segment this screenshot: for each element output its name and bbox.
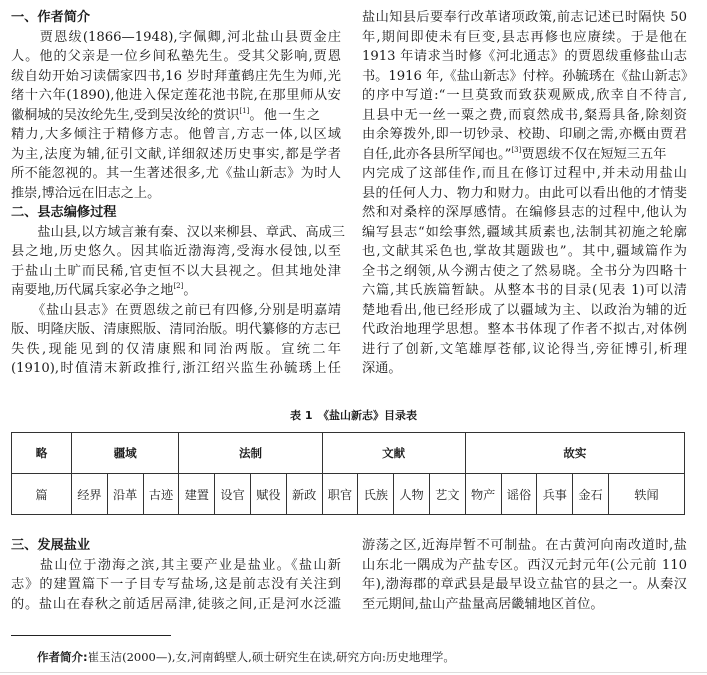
paragraph-line: 全书之纲领,从今溯古使之了然易晓。全书分为四略十 <box>362 263 687 279</box>
table-cell: 赋役 <box>250 474 286 515</box>
paragraph-line: 盐山位于渤海之滨,其主要产业是盐业。《盐山新 <box>11 557 341 573</box>
line-text: 贾恩绂不仅在短短三五年 <box>521 146 667 162</box>
header-cell-fazhi: 法制 <box>179 433 322 474</box>
line-text: 。 <box>183 283 197 298</box>
line-text: 。他一生之 <box>249 107 322 123</box>
paragraph-line: 盐山知县后要奉行改革诸项政策,前志记述已时隔快 50 <box>362 10 687 25</box>
citation-ref-2[interactable]: [2] <box>173 282 184 290</box>
header-cell-jiangyu: 疆域 <box>72 433 179 474</box>
footnote-text: 崔玉洁(2000—),女,河南鹤壁人,硕士研究生在读,研究方向:历史地理学。 <box>87 650 455 664</box>
paragraph-line: 楚地看出,他已经形成了以疆域为主、以政治为辅的近 <box>362 302 687 318</box>
page-bottom-divider <box>0 672 707 673</box>
paragraph-line: 县的任何人力、物力和财力。由此可以看出他的才情斐 <box>362 185 687 201</box>
toc-table <box>11 432 685 515</box>
line-text: 自任,此亦各县所罕闻也。” <box>362 146 512 162</box>
table-cell: 金石 <box>573 474 609 515</box>
paragraph-line: 也,文献其采色也,掌故其题跋也”。其中,疆域篇作为 <box>362 244 687 259</box>
paragraph-line: 人。他的父亲是一位乡间私塾先生。受其父影响,贾恩 <box>11 49 341 64</box>
paragraph-line: 游荡之区,近海岸暂不可制盐。在古黄河向南改道时,盐 <box>362 538 687 553</box>
table-cell: 设官 <box>215 474 251 515</box>
paragraph-line: 盐山县,以方域言兼有秦、汉以来柳县、章武、高成三 <box>11 224 345 240</box>
table-header-row <box>12 433 685 474</box>
paragraph-line: 的序中写道:“一旦莫致而致获观厥成,欣幸自不待言, <box>362 88 687 103</box>
row-label-pian: 篇 <box>12 474 72 515</box>
paragraph-line: 书。1916 年,《盐山新志》付梓。孙毓琇在《盐山新志》 <box>362 68 695 84</box>
table-cell: 古迹 <box>143 474 179 515</box>
footnote-divider <box>11 635 171 636</box>
paragraph-line: 贾恩绂(1866—1948),字佩卿,河北盐山县贾金庄 <box>11 29 341 45</box>
citation-ref-3[interactable]: [3] <box>511 145 522 154</box>
paragraph-line: 由余筹拨外,即一切钞录、校勘、印刷之需,亦概由贾君 <box>362 127 687 142</box>
paragraph-line: 六篇,其氏族篇暂缺。从整本书的目录(见表 1)可以清 <box>362 283 687 298</box>
paragraph-line: 内完成了这部佳作,而且在修订过程中,并未动用盐山 <box>362 166 687 181</box>
paragraph-line: 然和对桑梓的深厚感情。在编修县志的过程中,他认为 <box>362 205 687 220</box>
author-footnote <box>37 649 455 665</box>
table-cell: 经界 <box>72 474 108 515</box>
footnote-label: 作者简介: <box>37 650 88 664</box>
citation-ref-1[interactable]: [1] <box>239 106 250 115</box>
paragraph-line: 山东北一隅成为产盐专区。西汉元封元年(公元前 110 <box>362 557 687 573</box>
paragraph-line: 失佚,现能见到的仅清康熙和同治两版。宣统二年 <box>11 341 341 357</box>
paragraph-line <box>362 145 687 164</box>
table-row <box>12 474 685 515</box>
header-cell-gushi: 故实 <box>465 433 684 474</box>
paragraph-line: 绂自幼开始习读儒家四书,16 岁时拜董鹤庄先生为师,光 <box>11 68 341 84</box>
header-cell-lue: 略 <box>12 433 72 474</box>
paragraph-line: 且县中无一丝一粟之费,而裒然成书,粲焉具备,除刻资 <box>362 107 687 123</box>
section-heading-salt: 三、发展盐业 <box>11 538 91 553</box>
section-heading-process: 二、县志编修过程 <box>11 205 117 220</box>
paragraph-line: 绪十六年(1890),他进入保定莲花池书院,在那里师从安 <box>11 88 341 103</box>
table-cell: 新政 <box>286 474 322 515</box>
paragraph-line <box>11 106 341 125</box>
paragraph-line: 的。盐山在春秋之前适居鬲津,徒骇之间,正是河水泛滥 <box>11 596 341 612</box>
table-cell: 谣俗 <box>501 474 537 515</box>
table-caption: 表 1 《盐山新志》目录表 <box>290 409 417 422</box>
header-cell-wenxian: 文献 <box>322 433 465 474</box>
paragraph-line: 版、明隆庆版、清康熙版、清同治版。明代纂修的方志已 <box>11 322 341 337</box>
paragraph-line: (1910),时值清末新政推行,浙江绍兴监生孙毓琇上任 <box>11 361 341 376</box>
paragraph-line: 1913 年请求当时修《河北通志》的贾恩绂重修盐山志 <box>362 49 687 64</box>
paragraph-line: 志》的建置篇下一子目专写盐场,这是前志没有关注到 <box>11 577 341 592</box>
table-cell: 物产 <box>465 474 501 515</box>
paragraph-line: 代政治地理学思想。整本书体现了作者不拟古,对体例 <box>362 322 687 337</box>
paragraph-line: 《盐山县志》在贾恩绂之前已有四修,分别是明嘉靖 <box>11 302 341 318</box>
line-text: 南要地,历代属兵家必争之地 <box>11 283 174 298</box>
table-cell: 艺文 <box>429 474 465 515</box>
table-cell: 建置 <box>179 474 215 515</box>
paragraph-line: 进行了创新,文笔雄厚苍郁,议论得当,旁征博引,析理 <box>362 341 687 357</box>
paragraph-line: 至元期间,盐山产盐量高居畿辅地区首位。 <box>362 596 604 612</box>
paragraph-line: 深通。 <box>362 361 402 376</box>
paragraph-line: 年,期间即使未有巨变,县志再修也应赓续。于是他在 <box>362 29 687 45</box>
table-cell: 职官 <box>322 474 358 515</box>
table-cell: 人物 <box>394 474 430 515</box>
paragraph-line: 编写县志“如绘事然,疆域其质素也,法制其初施之轮廓 <box>362 224 687 240</box>
paragraph-line: 所不能忽视的。其一生著述很多,尤《盐山新志》为时人 <box>11 166 341 181</box>
paragraph-line <box>11 281 341 300</box>
table-cell: 轶闻 <box>608 474 684 515</box>
table-cell: 氏族 <box>358 474 394 515</box>
section-heading-intro: 一、作者简介 <box>11 10 91 25</box>
paragraph-line: 于盐山土旷而民稀,官吏恒不以大县视之。但其地处津 <box>11 263 341 279</box>
table-cell: 兵事 <box>537 474 573 515</box>
paragraph-line: 推崇,博洽远在旧志之上。 <box>11 185 161 201</box>
paragraph-line: 为主,法度为辅,征引文献,详细叙述历史事实,都是学者 <box>11 146 341 162</box>
paragraph-line: 县之地,历史悠久。因其临近渤海湾,受海水侵蚀,以至 <box>11 244 341 259</box>
paragraph-line: 精力,大多倾注于精修方志。他曾言,方志一体,以区域 <box>11 127 341 142</box>
paragraph-line: 年),渤海郡的章武县是最早设立盐官的县之一。从秦汉 <box>362 577 687 592</box>
table-cell: 沿革 <box>107 474 143 515</box>
line-text: 徽桐城的吴汝纶先生,受到吴汝纶的赏识 <box>11 107 240 123</box>
